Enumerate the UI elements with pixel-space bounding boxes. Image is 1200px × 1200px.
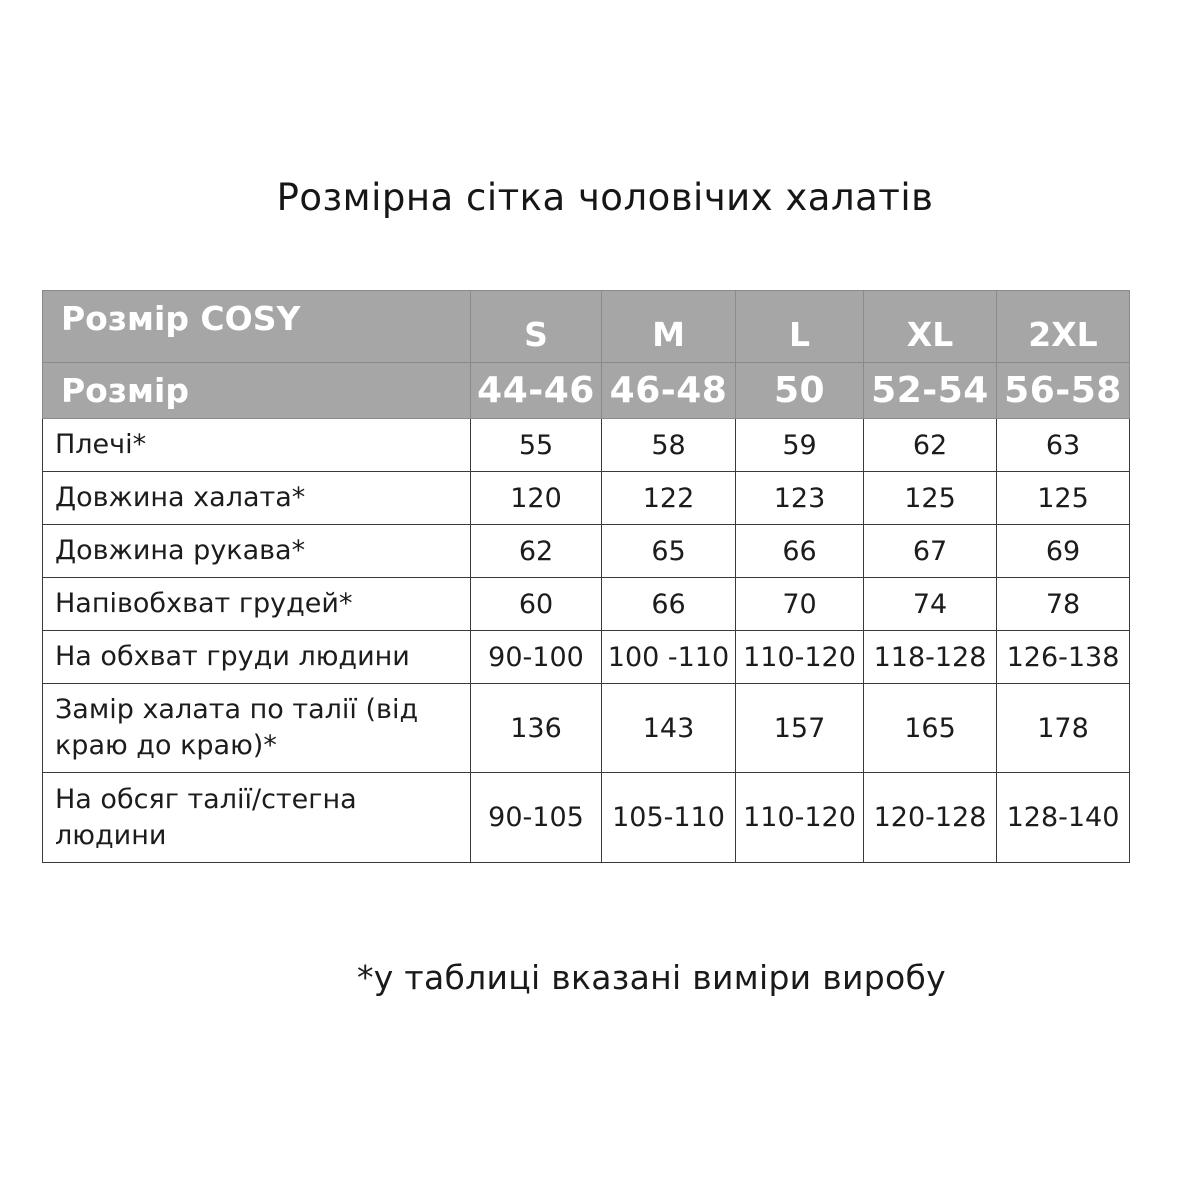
page-title: Розмірна сітка чоловічих халатів xyxy=(276,176,934,219)
table-row xyxy=(43,773,1130,863)
header-row-size xyxy=(43,363,1130,419)
table-cell: 66 xyxy=(602,578,736,631)
table-cell: 58 xyxy=(602,419,736,472)
header-label-cosy-size: Розмір COSY xyxy=(43,291,471,363)
table-cell: 67 xyxy=(864,525,997,578)
table-row xyxy=(43,419,1130,472)
table-cell: 55 xyxy=(471,419,602,472)
table-row xyxy=(43,631,1130,684)
table-row xyxy=(43,472,1130,525)
table-cell: 78 xyxy=(997,578,1130,631)
table-cell: 74 xyxy=(864,578,997,631)
table-cell: 60 xyxy=(471,578,602,631)
table-cell: 123 xyxy=(736,472,864,525)
header-size-number: 46-48 xyxy=(602,363,736,419)
row-label: На обхват груди людини xyxy=(43,631,471,684)
table-cell: 118-128 xyxy=(864,631,997,684)
table-cell: 136 xyxy=(471,684,602,773)
table-cell: 65 xyxy=(602,525,736,578)
row-label: Замір халата по талії (від краю до краю)* xyxy=(43,684,471,773)
table-cell: 62 xyxy=(864,419,997,472)
table-cell: 110-120 xyxy=(736,631,864,684)
header-size-number: 52-54 xyxy=(864,363,997,419)
footnote: *у таблиці вказані виміри виробу xyxy=(357,958,946,997)
table-cell: 143 xyxy=(602,684,736,773)
table-cell: 59 xyxy=(736,419,864,472)
header-size-l: L xyxy=(736,291,864,363)
table-cell: 100 -110 xyxy=(602,631,736,684)
table-cell: 122 xyxy=(602,472,736,525)
table-cell: 66 xyxy=(736,525,864,578)
row-label: Довжина халата* xyxy=(43,472,471,525)
row-label: Напівобхват грудей* xyxy=(43,578,471,631)
table-cell: 120 xyxy=(471,472,602,525)
table-cell: 69 xyxy=(997,525,1130,578)
header-label-size: Розмір xyxy=(43,363,471,419)
table-cell: 110-120 xyxy=(736,773,864,863)
table-cell: 90-105 xyxy=(471,773,602,863)
table-cell: 63 xyxy=(997,419,1130,472)
table-row xyxy=(43,684,1130,773)
table-cell: 62 xyxy=(471,525,602,578)
row-label: Плечі* xyxy=(43,419,471,472)
size-table xyxy=(42,290,1130,863)
row-label: На обсяг талії/стегна людини xyxy=(43,773,471,863)
header-row-cosy-size xyxy=(43,291,1130,363)
table-cell: 165 xyxy=(864,684,997,773)
table-cell: 120-128 xyxy=(864,773,997,863)
table-row xyxy=(43,578,1130,631)
header-size-number: 50 xyxy=(736,363,864,419)
table-cell: 126-138 xyxy=(997,631,1130,684)
header-size-m: M xyxy=(602,291,736,363)
header-size-number: 56-58 xyxy=(997,363,1130,419)
table-cell: 125 xyxy=(997,472,1130,525)
table-row xyxy=(43,525,1130,578)
table-cell: 70 xyxy=(736,578,864,631)
header-size-number: 44-46 xyxy=(471,363,602,419)
table-cell: 178 xyxy=(997,684,1130,773)
table-cell: 157 xyxy=(736,684,864,773)
table-cell: 128-140 xyxy=(997,773,1130,863)
table-cell: 105-110 xyxy=(602,773,736,863)
table-cell: 125 xyxy=(864,472,997,525)
header-size-2xl: 2XL xyxy=(997,291,1130,363)
header-size-xl: XL xyxy=(864,291,997,363)
header-size-s: S xyxy=(471,291,602,363)
row-label: Довжина рукава* xyxy=(43,525,471,578)
table-cell: 90-100 xyxy=(471,631,602,684)
